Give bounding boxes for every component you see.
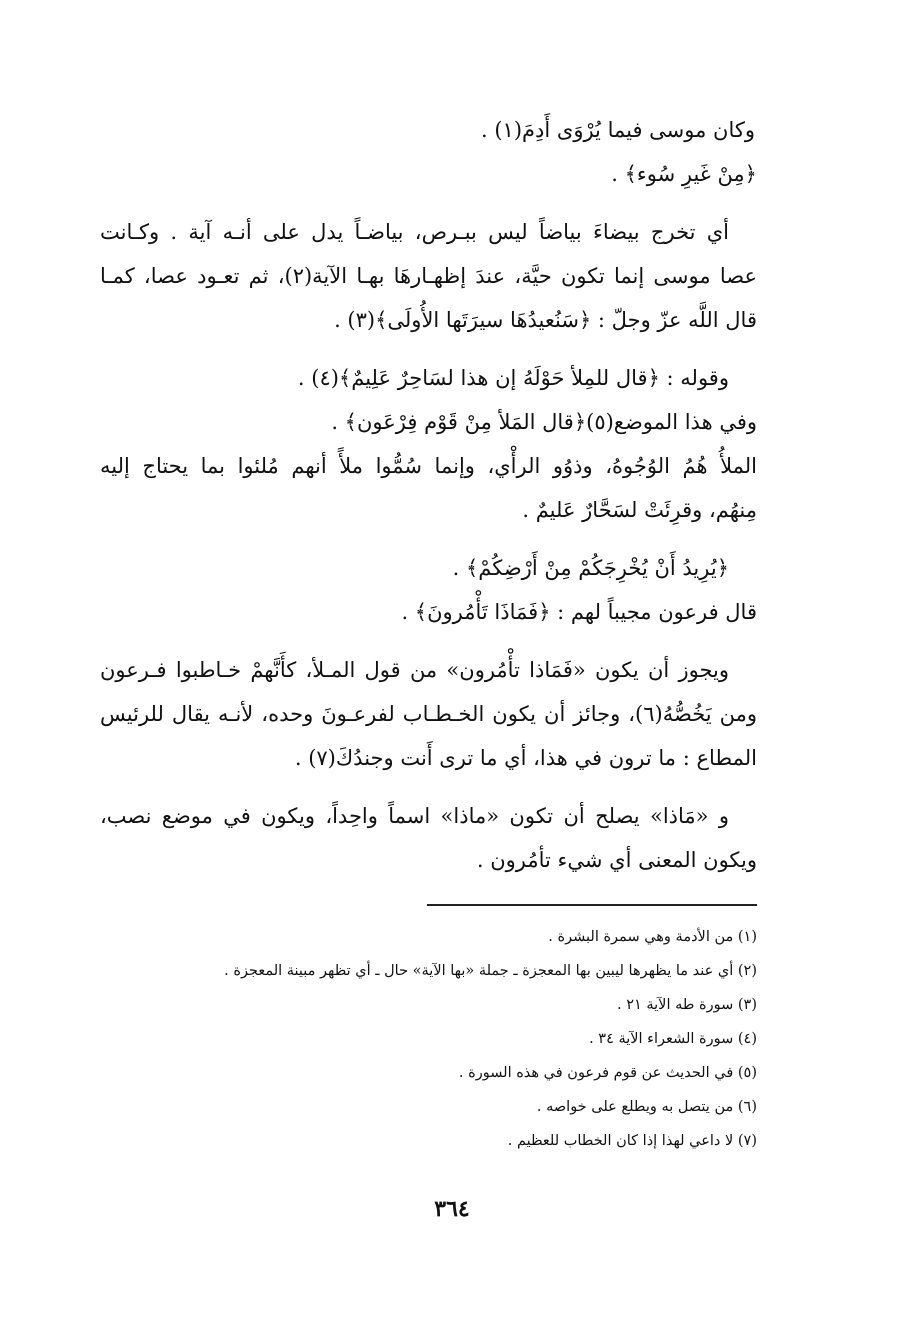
text-line: وقوله : ﴿قال للمِلأ حَوْلَهُ إن هذا لسَاحِرٌ عَلِيمٌ﴾(٤) .	[297, 366, 729, 390]
footnote-2: (٢) أي عند ما يظهرها ليبين بها المعجزة ـ جملة «بها الآية» حال ـ أي تظهر مبينة المعجزة .	[224, 963, 757, 979]
text-line: ويجوز أن يكون «فَمَاذا تأْمُرون» من قول المـلأ، كأَنَّهمْ خـاطبوا فـرعون	[100, 658, 729, 682]
text-line: ويكون المعنى أي شيء تأمُرون .	[476, 848, 757, 872]
quran-quote: ﴿مِنْ غَيرِ سُوء﴾ .	[611, 162, 757, 186]
text-line: ومن يَخُصُّهُ(٦)، وجائز أن يكون الخـطـاب لفرعـونَ وحده، لأنـه يقال للرئيس	[100, 702, 757, 726]
page-number: ٣٦٤	[434, 1196, 470, 1222]
quran-quote: ﴿يُرِيدُ أَنْ يُخْرِجَكُمْ مِنْ أَرْضِكُمْ﴾ .	[452, 556, 729, 580]
footnote-6: (٦) من يتصل به ويطلع على خواصه .	[536, 1099, 757, 1115]
footnote-3: (٣) سورة طه الآية ٢١ .	[616, 997, 757, 1013]
text-line: الملأُ هُمُ الوُجُوهُ، وذوُو الرأْي، وإنما سُمُّوا ملأً أنهم مُلئوا بما يحتاج إليه	[100, 454, 757, 478]
footnote-5: (٥) في الحديث عن قوم فرعون في هذه السورة .	[458, 1065, 757, 1081]
footnote-separator	[427, 904, 757, 906]
text-line: قال فرعون مجيباً لهم : ﴿فَمَاذَا تَأْمُرونَ﴾ .	[401, 600, 757, 624]
text-line: مِنهُم، وقرِئَتْ لسَحَّارٌ عَليمٌ .	[522, 498, 757, 522]
text-line: قال اللَّه عزّ وجلّ : ﴿سَنُعيدُهَا سيرَتَها الأُولَى﴾(٣) .	[334, 308, 757, 332]
footnote-4: (٤) سورة الشعراء الآية ٣٤ .	[589, 1031, 757, 1047]
text-line: و «مَاذا» يصلح أن تكون «ماذا» اسماً واحِداً، ويكون في موضع نصب،	[100, 804, 729, 828]
text-line: وفي هذا الموضع(٥)﴿قال المَلأ مِنْ قَوْم فِرْعَون﴾ .	[331, 410, 757, 434]
main-text	[100, 108, 757, 882]
footnotes	[100, 920, 757, 1158]
footnote-1: (١) من الأدمة وهي سمرة البشرة .	[548, 929, 757, 945]
text-line: عصا موسى إنما تكون حيَّة، عندَ إظهـارهَا بهـا الآية(٢)، ثم تعـود عصا، كمـا	[100, 264, 757, 288]
text-line: المطاع : ما ترون في هذا، أي ما ترى أَنت وجندُكَ(٧) .	[294, 746, 757, 770]
text-line: وكان موسى فيما يُرْوَى أَدِمَ(١) .	[481, 118, 755, 142]
page-content	[100, 108, 757, 1158]
text-line: أي تخرج بيضاءَ بياضاً ليس ببـرص، بياضـاً يدل على أنـه آية . وكـانت	[100, 220, 729, 244]
footnote-7: (٧) لا داعي لهذا إذا كان الخطاب للعظيم .	[507, 1133, 757, 1149]
